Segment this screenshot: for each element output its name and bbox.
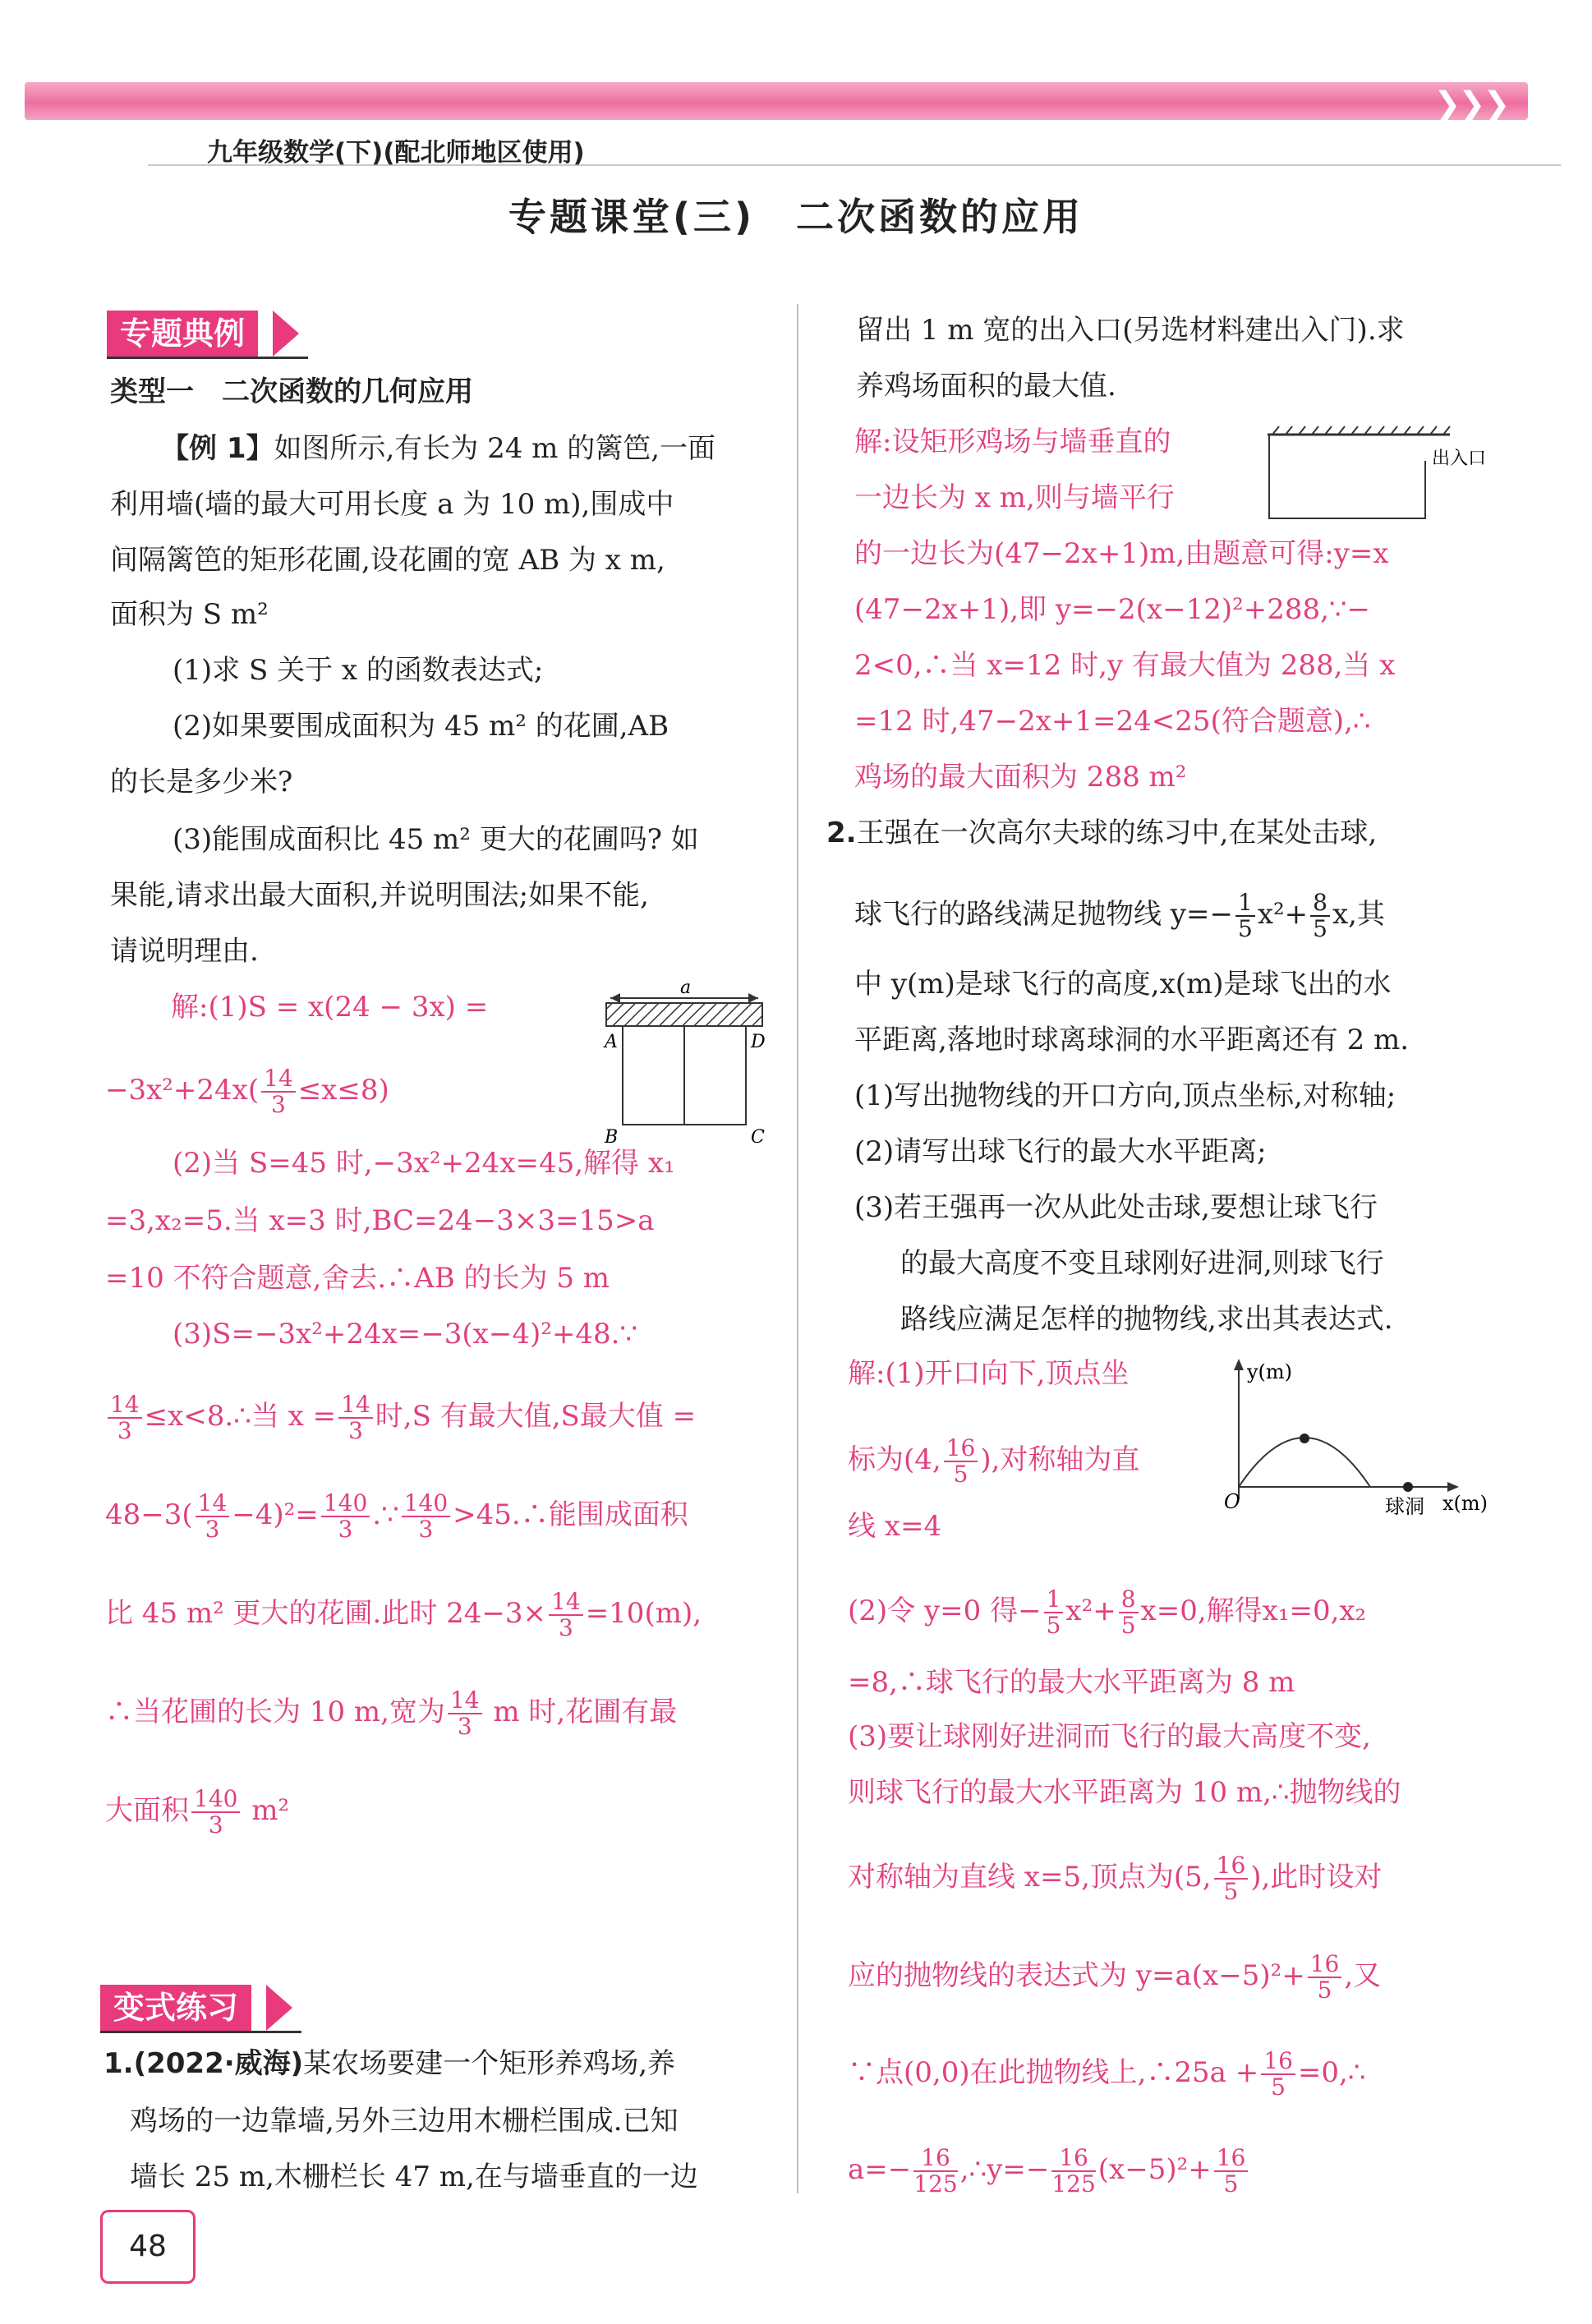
numerator: 16 (1051, 2146, 1095, 2172)
text: 应的抛物线的表达式为 y=a(x−5)²+ (848, 1959, 1305, 1992)
text: m² (242, 1794, 290, 1827)
fraction (913, 2146, 957, 2197)
solution-3f (105, 1787, 289, 1838)
solution-1a: 解:(1)S = x(24 − 3x) = (171, 991, 489, 1024)
answer-1e: 2<0,∴当 x=12 时,y 有最大值为 288,当 x (854, 649, 1396, 682)
solution-3b (105, 1392, 696, 1443)
text: 时,S 有最大值,S最大值 = (375, 1400, 697, 1433)
denominator: 5 (1317, 1977, 1332, 2004)
y-axis-label: y(m) (1247, 1360, 1293, 1383)
problem-2-line-2 (854, 890, 1385, 941)
answer-1c: 的一边长为(47−2x+1)m,由题意可得:y=x (854, 537, 1389, 570)
denominator: 5 (1271, 2073, 1286, 2101)
section-tag-practice: 变式练习 (100, 1985, 251, 2031)
text: ),对称轴为直 (980, 1443, 1140, 1476)
text: (2)令 y=0 得− (848, 1595, 1042, 1627)
answer-2-3a: (3)要让球刚好进洞而飞行的最大高度不变, (848, 1720, 1371, 1753)
numerator: 14 (196, 1491, 230, 1517)
fraction (261, 1066, 296, 1117)
label-a: a (680, 982, 692, 998)
solution-2a: (2)当 S=45 时,−3x²+24x=45,解得 x₁ (173, 1147, 675, 1180)
text: 标为(4, (848, 1443, 941, 1476)
numerator: 140 (321, 1491, 370, 1517)
fraction (1308, 1952, 1342, 2003)
item-number: 1. (104, 2047, 134, 2080)
text: ≤x<8.∴当 x = (144, 1400, 337, 1433)
numerator: 16 (1261, 2049, 1295, 2075)
problem-2-q3a: (3)若王强再一次从此处击球,要想让球飞行 (854, 1191, 1378, 1224)
numerator: 16 (1214, 1853, 1249, 1880)
text: m 时,花圃有最 (484, 1696, 678, 1728)
denominator: 5 (1046, 1612, 1061, 1639)
solution-2b: =3,x₂=5.当 x=3 时,BC=24−3×3=15>a (105, 1204, 655, 1237)
numerator: 16 (944, 1436, 978, 1462)
numerator: 16 (1214, 2146, 1249, 2172)
entrance-label: 出入口 (1432, 449, 1487, 469)
numerator: 16 (1308, 1952, 1342, 1978)
text: 比 45 m² 更大的花圃.此时 24−3× (105, 1597, 547, 1630)
denominator: 3 (208, 1811, 223, 1838)
type-heading: 类型一 二次函数的几何应用 (110, 375, 473, 408)
text: x²+ (1257, 898, 1309, 931)
tag-arrow-icon (273, 311, 299, 357)
numerator: 14 (108, 1392, 142, 1419)
fraction (1310, 890, 1330, 941)
text: x=0,解得x₁=0,x₂ (1140, 1595, 1367, 1627)
chevron-right-icon: ❯ (1433, 85, 1461, 123)
fraction (1235, 890, 1255, 941)
problem-2-q2: (2)请写出球飞行的最大水平距离; (854, 1135, 1267, 1168)
chevron-right-icon: ❯ (1458, 85, 1486, 123)
numerator: 140 (402, 1491, 450, 1517)
answer-1d: (47−2x+1),即 y=−2(x−12)²+288,∵− (854, 593, 1371, 626)
example-1-line-1 (161, 432, 715, 465)
section-tag-examples: 专题典例 (107, 311, 258, 357)
text: =10(m), (585, 1597, 702, 1630)
practice-1-line-2: 鸡场的一边靠墙,另外三边用木栅栏围成.已知 (130, 2105, 679, 2138)
text: 某农场要建一个矩形养鸡场,养 (303, 2047, 676, 2080)
fraction (448, 1688, 482, 1739)
numerator: 1 (1044, 1587, 1064, 1613)
text: −3x²+24x( (105, 1074, 260, 1107)
example-1-line-3: 间隔篱笆的矩形花圃,设花圃的宽 AB 为 x m, (110, 544, 665, 577)
text: 48−3( (105, 1498, 193, 1531)
x-axis-label: x(m) (1442, 1492, 1488, 1515)
example-1-line-4: 面积为 S m² (110, 598, 269, 631)
item-number: 2. (826, 817, 857, 849)
problem-2-line-1 (826, 817, 1377, 849)
denominator: 125 (913, 2170, 958, 2197)
label-C: C (751, 1127, 765, 1146)
question-3c: 请说明理由. (110, 935, 259, 968)
text: −4)²= (232, 1498, 319, 1531)
text: ,又 (1344, 1959, 1382, 1992)
numerator: 140 (191, 1787, 240, 1813)
answer-2-3b: 则球飞行的最大水平距离为 10 m,∴抛物线的 (848, 1776, 1401, 1809)
fraction (1214, 2146, 1249, 2197)
fence (1269, 435, 1425, 518)
numerator: 8 (1119, 1587, 1139, 1613)
solution-1b (105, 1066, 389, 1117)
numerator: 8 (1310, 890, 1330, 917)
denominator: 3 (338, 1516, 353, 1543)
trajectory (1239, 1438, 1370, 1487)
answer-2-1c: 线 x=4 (848, 1510, 942, 1543)
tag-underline (100, 2031, 301, 2033)
fraction (196, 1491, 230, 1542)
fraction (321, 1491, 370, 1542)
text: =0,∴ (1297, 2056, 1366, 2089)
fraction (1214, 1853, 1249, 1904)
numerator: 1 (1235, 890, 1255, 917)
answer-2-3f (848, 2146, 1250, 2197)
vertex-point (1300, 1434, 1309, 1443)
label-A: A (605, 1032, 618, 1052)
question-2a: (2)如果要围成面积为 45 m² 的花圃,AB (173, 710, 669, 743)
answer-2-2a (848, 1587, 1366, 1638)
answer-1g: 鸡场的最大面积为 288 m² (854, 761, 1187, 794)
problem-2-line-4: 平距离,落地时球离球洞的水平距离还有 2 m. (854, 1024, 1410, 1056)
practice-1-line-1 (104, 2047, 675, 2080)
column-divider (797, 304, 798, 2193)
answer-1a: 解:设矩形鸡场与墙垂直的 (854, 426, 1171, 458)
solution-3a: (3)S=−3x²+24x=−3(x−4)²+48.∵ (173, 1318, 638, 1351)
text: x,其 (1332, 898, 1385, 931)
text: 王强在一次高尔夫球的练习中,在某处击球, (856, 817, 1378, 849)
parabola-figure (1206, 1355, 1510, 1520)
answer-2-2b: =8,∴球飞行的最大水平距离为 8 m (848, 1666, 1295, 1699)
question-1: (1)求 S 关于 x 的函数表达式; (173, 654, 544, 687)
fraction (1119, 1587, 1139, 1638)
text: 大面积 (105, 1794, 189, 1827)
text: >45.∴能围成面积 (453, 1498, 688, 1531)
question-2b: 的长是多少米? (110, 766, 293, 798)
text: ,∴y=− (959, 2153, 1050, 2186)
question-3a: (3)能围成面积比 45 m² 更大的花圃吗? 如 (173, 823, 699, 856)
denominator: 5 (1223, 1878, 1239, 1905)
chevron-right-icon: ❯ (1483, 85, 1511, 123)
text: ),此时设对 (1250, 1861, 1383, 1894)
garden-figure (598, 982, 779, 1146)
problem-2-q3c: 路线应满足怎样的抛物线,求出其表达式. (900, 1303, 1393, 1336)
denominator: 5 (1223, 2170, 1239, 2197)
denominator: 5 (953, 1461, 969, 1488)
example-label: 【例 1】 (161, 432, 274, 465)
practice-1-line-3: 墙长 25 m,木栅栏长 47 m,在与墙垂直的一边 (130, 2161, 698, 2193)
numerator: 14 (338, 1392, 373, 1419)
answer-2-3c (848, 1853, 1382, 1904)
example-1-line-2: 利用墙(墙的最大可用长度 a 为 10 m),围成中 (110, 488, 674, 521)
denominator: 3 (271, 1091, 286, 1118)
fraction (1261, 2049, 1295, 2100)
fraction (338, 1392, 373, 1443)
text: ∴当花圃的长为 10 m,宽为 (105, 1696, 445, 1728)
fraction (402, 1491, 450, 1542)
answer-2-3e (848, 2049, 1365, 2100)
question-3b: 果能,请求出最大面积,并说明围法;如果不能, (110, 879, 649, 912)
text: ∵点(0,0)在此抛物线上,∴25a + (848, 2056, 1259, 2089)
answer-1f: =12 时,47−2x+1=24<25(符合题意),∴ (854, 705, 1371, 738)
header-band (25, 82, 1528, 120)
problem-2-q1: (1)写出抛物线的开口方向,顶点坐标,对称轴; (854, 1079, 1396, 1112)
denominator: 5 (1238, 915, 1253, 942)
chicken-farm-figure (1261, 423, 1499, 526)
denominator: 5 (1313, 915, 1327, 942)
origin-label: O (1224, 1490, 1240, 1513)
numerator: 14 (549, 1590, 583, 1616)
tag-underline (107, 357, 308, 359)
fraction (108, 1392, 142, 1443)
solution-3e (105, 1688, 677, 1739)
page-number: 48 (100, 2210, 196, 2284)
fraction (1044, 1587, 1064, 1638)
numerator: 14 (261, 1066, 296, 1093)
text: 球飞行的路线满足抛物线 y=− (854, 898, 1233, 931)
solution-3d (105, 1590, 702, 1641)
numerator: 16 (913, 2146, 957, 2172)
problem-2-q3b: 的最大高度不变且球刚好进洞,则球飞行 (900, 1247, 1384, 1280)
answer-2-3d (848, 1952, 1381, 2003)
text: 对称轴为直线 x=5,顶点为(5, (848, 1861, 1212, 1894)
text: ≤x≤8) (297, 1074, 389, 1107)
label-D: D (751, 1032, 766, 1052)
denominator: 3 (117, 1417, 132, 1444)
hole-point (1403, 1482, 1413, 1492)
denominator: 3 (205, 1516, 220, 1543)
answer-1b: 一边长为 x m,则与墙平行 (854, 481, 1175, 514)
fraction (1051, 2146, 1095, 2197)
denominator: 3 (558, 1614, 573, 1641)
denominator: 3 (348, 1417, 363, 1444)
answer-2-1b (848, 1436, 1139, 1487)
fraction (549, 1590, 583, 1641)
numerator: 14 (448, 1688, 482, 1714)
denominator: 5 (1120, 1612, 1136, 1639)
hole-label: 球洞 (1385, 1495, 1424, 1518)
solution-3c (105, 1491, 688, 1542)
text: x²+ (1065, 1595, 1116, 1627)
text: .∵ (372, 1498, 399, 1531)
text: a=− (848, 2153, 912, 2186)
text: 如图所示,有长为 24 m 的篱笆,一面 (274, 432, 716, 465)
practice-1-line-5: 养鸡场面积的最大值. (856, 370, 1116, 403)
page-title: 专题课堂(三) 二次函数的应用 (508, 195, 1084, 239)
fraction (944, 1436, 978, 1487)
denominator: 3 (457, 1713, 472, 1740)
fraction (191, 1787, 240, 1838)
problem-2-line-3: 中 y(m)是球飞行的高度,x(m)是球飞出的水 (854, 968, 1392, 1001)
label-B: B (605, 1127, 619, 1146)
wall (606, 1003, 762, 1026)
tag-arrow-icon (266, 1985, 292, 2031)
solution-2c: =10 不符合题意,舍去.∴AB 的长为 5 m (105, 1262, 610, 1295)
practice-1-line-4: 留出 1 m 宽的出入口(另选材料建出入门).求 (856, 314, 1405, 347)
source-label: (2022·威海) (133, 2047, 304, 2080)
denominator: 3 (418, 1516, 434, 1543)
answer-2-1a: 解:(1)开口向下,顶点坐 (848, 1357, 1130, 1390)
denominator: 125 (1051, 2170, 1096, 2197)
grade-label: 九年级数学(下)(配北师地区使用) (207, 138, 585, 168)
text: (x−5)²+ (1097, 2153, 1212, 2186)
